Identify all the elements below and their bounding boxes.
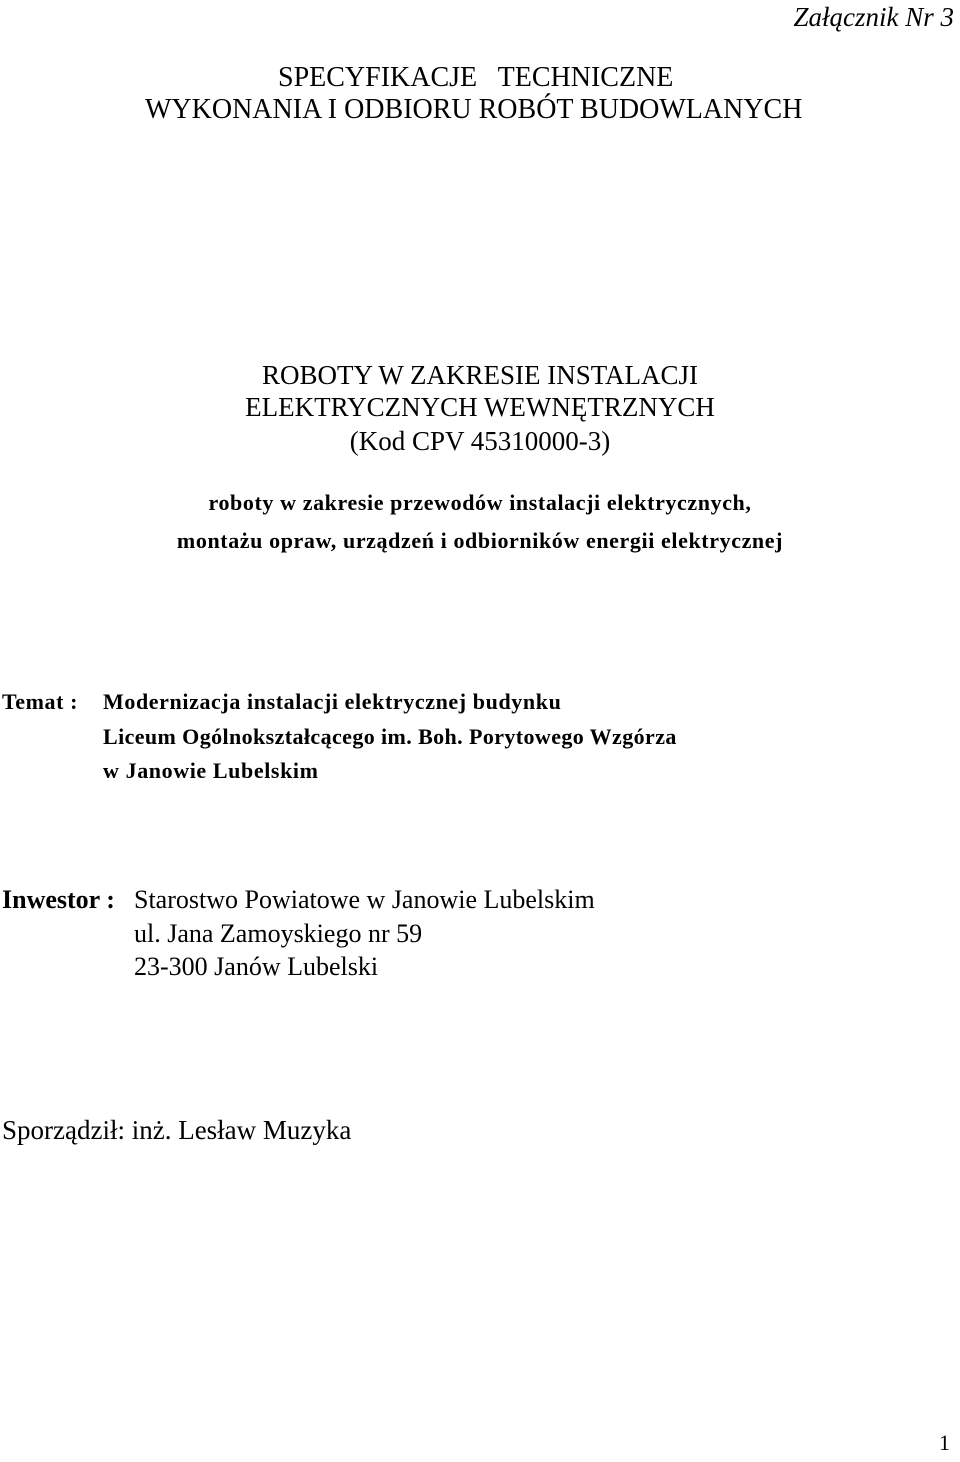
investor-label: Inwestor : [2, 885, 115, 914]
investor-street: ul. Jana Zamoyskiego nr 59 [134, 919, 423, 948]
spec-title-line-2: WYKONANIA I ODBIORU ROBÓT BUDOWLANYCH [145, 94, 803, 125]
cpv-code: (Kod CPV 45310000-3) [349, 426, 611, 456]
topic-line-3: w Janowie Lubelskim [103, 758, 319, 783]
topic-line-1: Modernizacja instalacji elektrycznej budynku [103, 689, 562, 714]
spec-title-line-1: SPECYFIKACJE TECHNICZNE [278, 62, 674, 93]
attachment-label: Załącznik Nr 3 [793, 2, 954, 32]
scope-title-line-1: ROBOTY W ZAKRESIE INSTALACJI [261, 360, 699, 390]
topic-label: Temat : [2, 689, 79, 714]
subtitle-line-2: montażu opraw, urządzeń i odbiorników energii elektrycznej [176, 528, 784, 553]
page-number: 1 [939, 1430, 950, 1455]
investor-city: 23-300 Janów Lubelski [134, 952, 379, 981]
subtitle-line-1: roboty w zakresie przewodów instalacji elektrycznych, [208, 490, 752, 515]
topic-line-2: Liceum Ogólnokształcącego im. Boh. Porytowego Wzgórza [103, 724, 677, 749]
author-line: Sporządził: inż. Lesław Muzyka [2, 1115, 352, 1145]
scope-title-line-2: ELEKTRYCZNYCH WEWNĘTRZNYCH [245, 392, 715, 422]
investor-name: Starostwo Powiatowe w Janowie Lubelskim [134, 885, 595, 914]
